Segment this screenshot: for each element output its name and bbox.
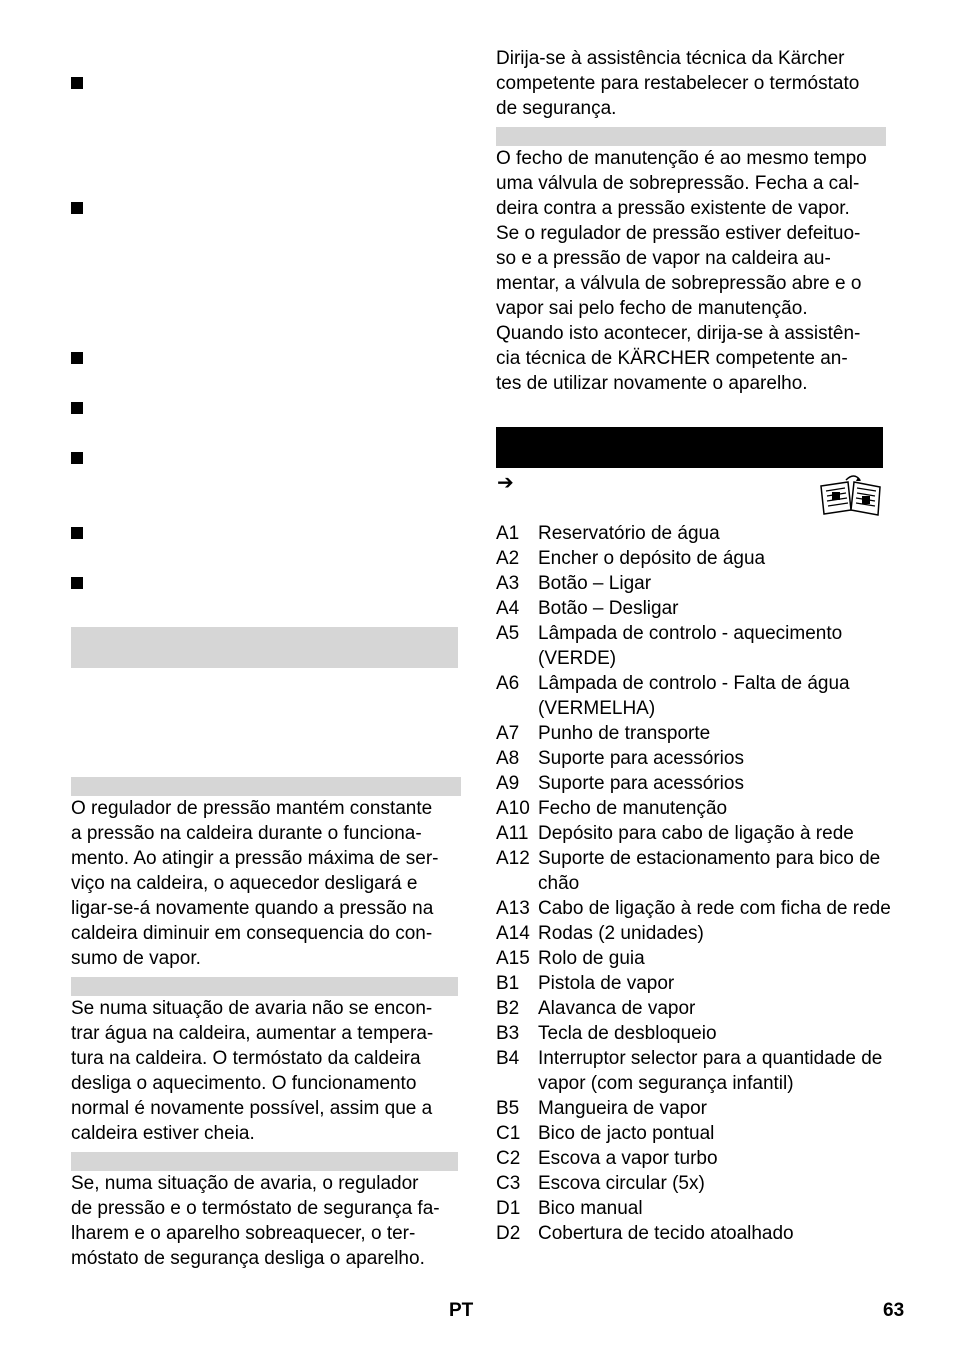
legend-item — [496, 1096, 896, 1121]
boiler-thermostat-paragraph: Se numa situação de avaria não se encon- trar água na caldeira, aumentar a tempera- tura na caldeira. O termóstato da caldeira desliga o aquecimento. O funcionamento normal é novamente possível, assim que a caldeira estiver cheia. — [71, 998, 434, 1144]
legend-item-description: Alavanca de vapor — [538, 998, 696, 1019]
footer-language: PT — [449, 1300, 474, 1321]
bullet-2 — [71, 202, 83, 214]
legend-item-code: B2 — [496, 998, 520, 1019]
legend-item-description: Botão – Ligar — [538, 573, 652, 594]
legend-item — [496, 546, 896, 571]
service-paragraph: Dirija-se à assistência técnica da Kärcher competente para restabelecer o termóstato de segurança. — [496, 48, 860, 119]
legend-item — [496, 846, 896, 896]
legend-item-code: A7 — [496, 723, 520, 744]
legend-item-code: A12 — [496, 848, 530, 869]
legend-item-description: Tecla de desbloqueio — [538, 1023, 717, 1044]
section-heading-bar-boiler-thermostat — [71, 977, 458, 996]
legend-item — [496, 971, 896, 996]
legend-item-code: A5 — [496, 623, 520, 644]
legend-item-code: A1 — [496, 523, 520, 544]
legend-item-description: Bico de jacto pontual — [538, 1123, 715, 1144]
legend-item-code: C2 — [496, 1148, 521, 1169]
legend-item-description: Escova a vapor turbo — [538, 1148, 718, 1169]
legend-item-code: A3 — [496, 573, 520, 594]
legend-item-code: C1 — [496, 1123, 521, 1144]
legend-item-code: A11 — [496, 823, 529, 844]
legend-item-code: A13 — [496, 898, 530, 919]
legend-item-description: Rodas (2 unidades) — [538, 923, 704, 944]
legend-item — [496, 521, 896, 546]
open-manual-icon — [818, 474, 884, 518]
legend-item-description: Cabo de ligação à rede com ficha de rede — [538, 898, 891, 919]
legend-item-description: Mangueira de vapor — [538, 1098, 707, 1119]
legend-item-description: Pistola de vapor — [538, 973, 675, 994]
legend-item — [496, 596, 896, 621]
bullet-3 — [71, 352, 83, 364]
legend-item — [496, 721, 896, 746]
legend-item-description: Lâmpada de controlo - Falta de água (VERMELHA) — [538, 673, 850, 719]
legend-item-description: Suporte para acessórios — [538, 773, 744, 794]
legend-item — [496, 746, 896, 771]
legend-item-description: Lâmpada de controlo - aquecimento (VERDE) — [538, 623, 843, 669]
legend-item-code: A9 — [496, 773, 520, 794]
legend-item-code: D1 — [496, 1198, 521, 1219]
legend-item — [496, 1196, 896, 1221]
legend-item-code: B4 — [496, 1048, 520, 1069]
legend-item-description: Suporte de estacionamento para bico de chão — [538, 848, 881, 894]
legend-item — [496, 571, 896, 596]
bullet-7 — [71, 577, 83, 589]
device-elements-heading-bar — [496, 427, 883, 468]
legend-item-description: Escova circular (5x) — [538, 1173, 705, 1194]
bullet-5 — [71, 452, 83, 464]
legend-item — [496, 671, 896, 721]
legend-item-code: A15 — [496, 948, 530, 969]
arrow-right-icon: ➔ — [497, 472, 514, 494]
section-heading-bar-pressure-regulator — [71, 777, 461, 796]
legend-item-description: Bico manual — [538, 1198, 643, 1219]
legend-item — [496, 921, 896, 946]
footer-page-number: 63 — [883, 1300, 905, 1321]
legend-item — [496, 771, 896, 796]
bullet-4 — [71, 402, 83, 414]
legend-item — [496, 996, 896, 1021]
locking-paragraph: O fecho de manutenção é ao mesmo tempo uma válvula de sobrepressão. Fecha a cal- deira contra a pressão existente de vapor. Se o regulador de pressão estiver defeituo- so e a pressão de vapor na caldeira au- mentar, a válvula de sobrepressão abre e o vapor sai pelo fecho de manutenção. Quando isto acontecer, dirija-se à assistên- cia técnica de KÄRCHER competente an- tes de utilizar novamente o aparelho. — [496, 148, 867, 394]
legend-item — [496, 1146, 896, 1171]
legend-item-code: D2 — [496, 1223, 521, 1244]
legend-item-code: B5 — [496, 1098, 520, 1119]
legend-item-code: A4 — [496, 598, 520, 619]
legend-item — [496, 1046, 896, 1096]
legend-item-code: A8 — [496, 748, 520, 769]
legend-item — [496, 1121, 896, 1146]
legend-item — [496, 1021, 896, 1046]
section-heading-bar-locking — [496, 127, 886, 146]
legend-item-description: Rolo de guia — [538, 948, 645, 969]
legend-item-description: Suporte para acessórios — [538, 748, 744, 769]
legend-item — [496, 796, 896, 821]
section-heading-bar-large — [71, 627, 458, 668]
legend-item-description: Botão – Desligar — [538, 598, 679, 619]
device-elements-list — [496, 521, 896, 1246]
legend-item — [496, 946, 896, 971]
legend-item-code: B3 — [496, 1023, 520, 1044]
section-heading-bar-safety-thermostat — [71, 1152, 458, 1171]
legend-item-code: C3 — [496, 1173, 521, 1194]
legend-item-code: B1 — [496, 973, 520, 994]
legend-item — [496, 896, 896, 921]
legend-item-description: Fecho de manutenção — [538, 798, 728, 819]
legend-item-description: Interruptor selector para a quantidade de vapor (com segurança infantil) — [538, 1048, 883, 1094]
legend-item-code: A10 — [496, 798, 530, 819]
safety-thermostat-paragraph: Se, numa situação de avaria, o regulador de pressão e o termóstato de segurança fa- lharem e o aparelho sobreaquecer, o ter- móstato de segurança desliga o aparelho. — [71, 1173, 440, 1269]
legend-item-description: Depósito para cabo de ligação à rede — [538, 823, 854, 844]
bullet-6 — [71, 527, 83, 539]
pressure-regulator-paragraph: O regulador de pressão mantém constante a pressão na caldeira durante o funciona- mento. Ao atingir a pressão máxima de ser- viço na caldeira, o aquecedor desligará e ligar-se-á novamente quando a pressão na caldeira diminuir em consequencia do con- sumo de vapor. — [71, 798, 439, 969]
legend-item-code: A2 — [496, 548, 520, 569]
legend-item-code: A6 — [496, 673, 520, 694]
legend-item-description: Cobertura de tecido atoalhado — [538, 1223, 794, 1244]
bullet-1 — [71, 77, 83, 89]
legend-item — [496, 821, 896, 846]
legend-item-description: Encher o depósito de água — [538, 548, 766, 569]
legend-item — [496, 1221, 896, 1246]
legend-item-code: A14 — [496, 923, 530, 944]
legend-item — [496, 1171, 896, 1196]
legend-item-description: Punho de transporte — [538, 723, 711, 744]
legend-item — [496, 621, 896, 671]
legend-item-description: Reservatório de água — [538, 523, 720, 544]
